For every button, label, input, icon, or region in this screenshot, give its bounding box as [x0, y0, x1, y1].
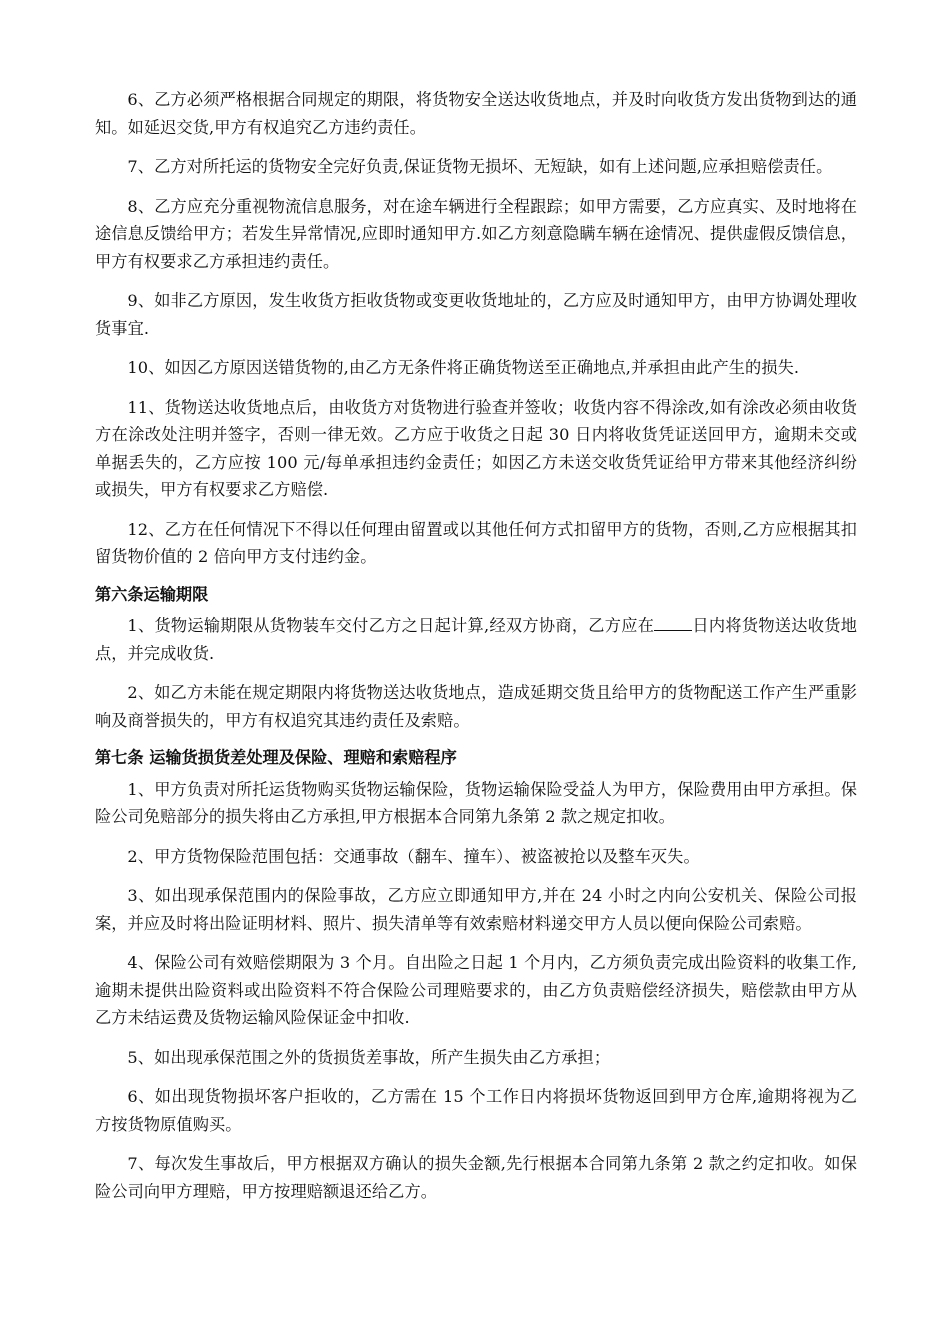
clause-7-item-3: 3、如出现承保范围内的保险事故，乙方应立即通知甲方,并在 24 小时之内向公安机关、保险公司报案，并应及时将出险证明材料、照片、损失清单等有效索赔材料递交甲方人员以便向保险公司索赔。: [95, 886, 857, 933]
clause-5-item-10: 10、如因乙方原因送错货物的,由乙方无条件将正确货物送至正确地点,并承担由此产生的损失.: [127, 358, 800, 377]
clause-7-item-7: 7、每次发生事故后，甲方根据双方确认的损失金额,先行根据本合同第九条第 2 款之约定扣收。如保险公司向甲方理赔，甲方按理赔额退还给乙方。: [95, 1154, 857, 1201]
clause-5-item-8: 8、乙方应充分重视物流信息服务，对在途车辆进行全程跟踪；如甲方需要，乙方应真实、及时地将在途信息反馈给甲方；若发生异常情况,应即时通知甲方.如乙方刻意隐瞒车辆在途情况、提供虚假反馈信息，甲方有权要求乙方承担违约责任。: [95, 196, 857, 271]
clause-7-item-4: 4、保险公司有效赔偿期限为 3 个月。自出险之日起 1 个月内，乙方须负责完成出险资料的收集工作,逾期未提供出险资料或出险资料不符合保险公司理赔要求的，由乙方负责赔偿经济损失，赔偿款由甲方从乙方未结运费及货物运输风险保证金中扣收.: [95, 953, 857, 1027]
clause-6-item-1-text-a: 1、货物运输期限从货物装车交付乙方之日起计算,经双方协商，乙方应在: [127, 616, 655, 635]
clause-5-item-9: 9、如非乙方原因，发生收货方拒收货物或变更收货地址的，乙方应及时通知甲方，由甲方协调处理收货事宜.: [95, 291, 857, 338]
clause-5-item-6: 6、乙方必须严格根据合同规定的期限，将货物安全送达收货地点，并及时向收货方发出货物到达的通知。如延迟交货,甲方有权追究乙方违约责任。: [95, 90, 857, 137]
fill-in-blank-days: [654, 614, 692, 631]
clause-5-item-7: 7、乙方对所托运的货物安全完好负责,保证货物无损坏、无短缺，如有上述问题,应承担赔偿责任。: [127, 157, 833, 176]
clause-6-item-1-text-b: 日内将货物送达收货地点，并完成收货.: [95, 616, 857, 663]
clause-7-item-1: 1、甲方负责对所托运货物购买货物运输保险，货物运输保险受益人为甲方，保险费用由甲方承担。保险公司免赔部分的损失将由乙方承担,甲方根据本合同第九条第 2 款之规定扣收。: [95, 779, 857, 826]
clause-6-item-2: 2、如乙方未能在规定期限内将货物送达收货地点，造成延期交货且给甲方的货物配送工作产生严重影响及商誉损失的，甲方有权追究其违约责任及索赔。: [95, 683, 857, 730]
document-page: [95, 86, 857, 1205]
clause-5-item-11: 11、货物送达收货地点后，由收货方对货物进行验查并签收；收货内容不得涂改,如有涂改必须由收货方在涂改处注明并签字，否则一律无效。乙方应于收货之日起 30 日内将收货凭证送回甲方，逾期未交或单据丢失的，乙方应按 100 元/每单承担违约金责任；如因乙方未送交收货凭证给甲方带来其他经济纠纷或损失，甲方有权要求乙方赔偿.: [95, 397, 857, 499]
clause-7-item-2: 2、甲方货物保险范围包括：交通事故（翻车、撞车）、被盗被抢以及整车灭失。: [127, 846, 700, 866]
clause-7-item-5: 5、如出现承保范围之外的货损货差事故，所产生损失由乙方承担；: [127, 1047, 611, 1067]
clause-5-item-12: 12、乙方在任何情况下不得以任何理由留置或以其他任何方式扣留甲方的货物，否则,乙方应根据其扣留货物价值的 2 倍向甲方支付违约金。: [95, 519, 857, 566]
clause-6-item-1: [95, 612, 857, 667]
clause-7-item-6: 6、如出现货物损坏客户拒收的，乙方需在 15 个工作日内将损坏货物返回到甲方仓库,逾期将视为乙方按货物原值购买。: [95, 1087, 857, 1134]
section-7-heading: 第七条 运输货损货差处理及保险、理赔和索赔程序: [95, 748, 457, 767]
section-6-heading: 第六条运输期限: [95, 584, 209, 604]
